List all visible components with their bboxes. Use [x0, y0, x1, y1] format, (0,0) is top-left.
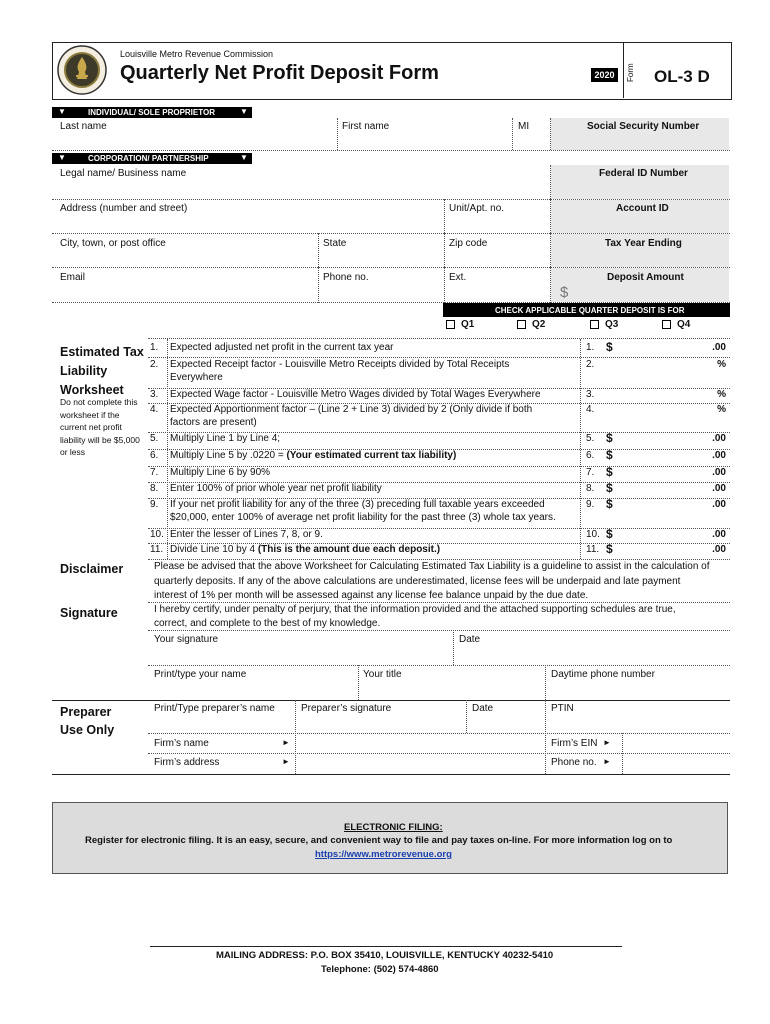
divider [466, 700, 467, 733]
line-ref-number: 11. [586, 544, 600, 555]
preparer-date-label: Date [472, 703, 494, 714]
footer-rule [150, 946, 622, 947]
line-text-cont: Everywhere [170, 372, 223, 383]
preparer-title-1: Preparer [60, 705, 112, 719]
firm-ein-label: Firm’s EIN [551, 738, 598, 749]
line-text [170, 499, 556, 525]
line-text [170, 433, 280, 444]
worksheet-line [148, 543, 728, 559]
corporation-bar-label: CORPORATION/ PARTNERSHIP [88, 154, 209, 163]
divider [550, 233, 551, 267]
divider [545, 700, 546, 774]
worksheet-line [148, 403, 728, 432]
line-text [170, 389, 541, 400]
line-text-main: Enter 100% of prior whole year net profit liability [170, 483, 382, 494]
unit-label: Unit/Apt. no. [449, 203, 505, 214]
line-amount-field[interactable]: .00 [712, 499, 726, 510]
louisville-seal-icon [57, 45, 107, 95]
dollar-sign: $ [606, 465, 613, 479]
line-text [170, 529, 323, 540]
preparer-title-2: Use Only [60, 723, 115, 737]
line-text [170, 359, 509, 385]
worksheet-line [148, 341, 728, 357]
ext-label: Ext. [449, 272, 467, 283]
line-text-bold: (Your estimated current tax liability) [286, 450, 457, 461]
rule [148, 338, 730, 339]
state-label: State [323, 238, 347, 249]
rule [52, 700, 730, 701]
city-label: City, town, or post office [60, 238, 166, 249]
your-title-label: Your title [363, 669, 402, 680]
line-amount-field[interactable]: % [717, 389, 726, 400]
deposit-dollar-sign: $ [560, 284, 569, 301]
q3-checkbox[interactable] [590, 319, 618, 330]
your-signature-label: Your signature [154, 634, 219, 645]
line-text-main: Multiply Line 1 by Line 4; [170, 433, 281, 444]
signature-line-1: I hereby certify, under penalty of perjury, that the information provided and the attached supporting schedules are true, [154, 604, 676, 615]
worksheet-line [148, 449, 728, 466]
divider [295, 700, 296, 774]
line-text-main: Multiply Line 6 by 90% [170, 467, 271, 478]
signature-line-2: correct, and complete to the best of my knowledge. [154, 618, 381, 629]
line-text [170, 544, 440, 555]
arrow-right-icon: ► [282, 738, 290, 747]
signature-date-label: Date [459, 634, 481, 645]
first-name-label: First name [342, 121, 390, 132]
ssn-label: Social Security Number [587, 121, 700, 132]
q1-label: Q1 [461, 319, 475, 330]
checkbox-icon [590, 320, 599, 329]
line-text-cont: $20,000, enter 100% of average net profit liability for the past three (3) whole tax years. [170, 512, 556, 523]
line-amount-field[interactable]: .00 [712, 467, 726, 478]
signature-title: Signature [60, 606, 118, 620]
dollar-sign: $ [606, 481, 613, 495]
fein-label: Federal ID Number [599, 168, 688, 179]
line-ref-number: 10. [586, 529, 600, 540]
line-amount-field[interactable]: .00 [712, 433, 726, 444]
worksheet-line [148, 466, 728, 482]
q2-checkbox[interactable] [517, 319, 545, 330]
disclaimer-line-2: quarterly deposits. If any of the above calculations are underestimated, license fees will be underpaid and late payment [154, 576, 681, 587]
divider [550, 165, 551, 199]
line-amount-field[interactable]: .00 [712, 342, 726, 353]
print-name-label: Print/type your name [154, 669, 247, 680]
tax-year-label: Tax Year Ending [605, 238, 682, 249]
dollar-sign: $ [606, 497, 613, 511]
line-ref-number: 4. [586, 404, 595, 415]
q4-checkbox[interactable] [662, 319, 690, 330]
telephone: Telephone: (502) 574-4860 [321, 964, 439, 975]
worksheet-line [148, 528, 728, 543]
form-code: OL-3 D [654, 67, 710, 86]
divider [358, 665, 359, 700]
worksheet-line [148, 432, 728, 449]
line-text-bold: (This is the amount due each deposit.) [257, 544, 441, 555]
dollar-sign: $ [606, 448, 613, 462]
checkbox-icon [517, 320, 526, 329]
worksheet-line [148, 498, 728, 528]
q1-checkbox[interactable] [446, 319, 474, 330]
line-text-main: If your net profit liability for any of the three (3) preceding full taxable years exceeded [170, 499, 545, 510]
line-text [170, 450, 456, 461]
checkbox-icon [446, 320, 455, 329]
line-text-cont: factors are present) [170, 417, 257, 428]
divider [550, 267, 551, 303]
arrow-right-icon: ► [282, 757, 290, 766]
divider [318, 267, 319, 303]
line-ref-number: 5. [586, 433, 595, 444]
q4-label: Q4 [677, 319, 691, 330]
phone-label: Phone no. [323, 272, 369, 283]
rule [148, 753, 730, 754]
line-text-main: Expected adjusted net profit in the current tax year [170, 342, 394, 353]
line-ref-number: 1. [586, 342, 595, 353]
divider [444, 199, 445, 233]
line-ref-number: 9. [586, 499, 595, 510]
q3-label: Q3 [605, 319, 619, 330]
line-number: 8. [150, 483, 159, 494]
year-badge [591, 68, 618, 82]
triangle-down-icon: ▼ [240, 153, 248, 162]
rule [52, 150, 730, 151]
rule [148, 630, 730, 631]
last-name-label: Last name [60, 121, 107, 132]
daytime-phone-label: Daytime phone number [551, 669, 655, 680]
line-text-main: Multiply Line 5 by .0220 = [170, 450, 287, 461]
divider [318, 233, 319, 267]
line-ref-number: 7. [586, 467, 595, 478]
dollar-sign: $ [606, 542, 613, 556]
divider [545, 665, 546, 700]
line-text-main: Expected Apportionment factor – (Line 2 + Line 3) divided by 2 (Only divide if both [170, 404, 533, 415]
triangle-down-icon: ▼ [240, 107, 248, 116]
divider [550, 199, 551, 233]
form-word: Form [626, 63, 635, 82]
rule [148, 602, 730, 603]
quarter-bar [443, 303, 730, 317]
efiling-heading: ELECTRONIC FILING: [344, 822, 443, 833]
divider [453, 630, 454, 665]
ptin-label: PTIN [551, 703, 574, 714]
agency-name: Louisville Metro Revenue Commission [120, 49, 274, 59]
account-id-label: Account ID [616, 203, 669, 214]
rule [148, 733, 730, 734]
line-number: 3. [150, 389, 159, 400]
worksheet-note: Do not complete this worksheet if the current net profit liability will be $5,000 or less [60, 397, 140, 457]
line-number: 6. [150, 450, 159, 461]
line-text-main: Expected Wage factor - Louisville Metro Wages divided by Total Wages Everywhere [170, 389, 541, 400]
q2-label: Q2 [532, 319, 546, 330]
line-number: 11. [150, 544, 164, 555]
dollar-sign: $ [606, 527, 613, 541]
line-amount-field[interactable]: % [717, 359, 726, 370]
line-text-main: Enter the lesser of Lines 7, 8, or 9. [170, 529, 323, 540]
firm-name-label: Firm’s name [154, 738, 209, 749]
line-amount-field[interactable]: % [717, 404, 726, 415]
line-ref-number: 2. [586, 359, 595, 370]
deposit-amount-label: Deposit Amount [607, 272, 684, 283]
preparer-phone-label: Phone no. [551, 757, 597, 768]
efiling-text: Register for electronic filing. It is an easy, secure, and convenient way to file and pay taxes on-line. For more information log on to [85, 835, 673, 846]
disclaimer-line-1: Please be advised that the above Worksheet for Calculating Estimated Tax Liability is a guideline to assist in the calculation of [154, 561, 710, 572]
triangle-down-icon: ▼ [58, 153, 66, 162]
quarter-bar-label: CHECK APPLICABLE QUARTER DEPOSIT IS FOR [495, 306, 685, 315]
line-amount-field[interactable]: .00 [712, 529, 726, 540]
line-text [170, 404, 532, 430]
preparer-signature-label: Preparer’s signature [301, 703, 392, 714]
efiling-link[interactable]: https://www.metrorevenue.org [315, 849, 452, 860]
zip-label: Zip code [449, 238, 488, 249]
firm-address-label: Firm’s address [154, 757, 220, 768]
worksheet-line [148, 358, 728, 388]
individual-bar-label: INDIVIDUAL/ SOLE PROPRIETOR [88, 108, 215, 117]
line-text-main: Divide Line 10 by 4 [170, 544, 258, 555]
divider [444, 267, 445, 303]
line-ref-number: 8. [586, 483, 595, 494]
dollar-sign: $ [606, 340, 613, 354]
arrow-right-icon: ► [603, 738, 611, 747]
line-amount-field[interactable]: .00 [712, 450, 726, 461]
line-number: 10. [150, 529, 164, 540]
rule [148, 665, 730, 666]
email-label: Email [60, 272, 86, 283]
disclaimer-line-3: interest of 1% per month will be assessed against any license fee balance unpaid by the due date. [154, 590, 589, 601]
line-ref-number: 3. [586, 389, 595, 400]
worksheet-line [148, 482, 728, 498]
worksheet-title: Estimated Tax Liability Worksheet [60, 345, 144, 397]
line-amount-field[interactable]: .00 [712, 544, 726, 555]
individual-bar [52, 107, 252, 118]
line-text [170, 467, 270, 478]
line-number: 2. [150, 359, 159, 370]
header-divider [623, 42, 624, 98]
triangle-down-icon: ▼ [58, 107, 66, 116]
line-text-main: Expected Receipt factor - Louisville Metro Receipts divided by Total Receipts [170, 359, 510, 370]
checkbox-icon [662, 320, 671, 329]
preparer-name-label: Print/Type preparer’s name [154, 703, 275, 714]
line-text [170, 483, 382, 494]
line-number: 5. [150, 433, 159, 444]
line-ref-number: 6. [586, 450, 595, 461]
divider [337, 118, 338, 150]
form-title: Quarterly Net Profit Deposit Form [120, 62, 439, 84]
mi-label: MI [518, 121, 530, 132]
divider [512, 118, 513, 150]
mailing-address: MAILING ADDRESS: P.O. BOX 35410, LOUISVILLE, KENTUCKY 40232-5410 [216, 950, 554, 961]
legal-name-label: Legal name/ Business name [60, 168, 187, 179]
line-text [170, 342, 393, 353]
street-label: Address (number and street) [60, 203, 188, 214]
disclaimer-title: Disclaimer [60, 562, 124, 576]
line-amount-field[interactable]: .00 [712, 483, 726, 494]
dollar-sign: $ [606, 431, 613, 445]
corporation-bar [52, 153, 252, 164]
rule [148, 559, 730, 560]
rule [52, 774, 730, 775]
line-number: 4. [150, 404, 159, 415]
line-number: 1. [150, 342, 159, 353]
year-text: 2020 [594, 70, 615, 80]
divider [444, 233, 445, 267]
line-number: 9. [150, 499, 159, 510]
worksheet-line [148, 388, 728, 403]
line-number: 7. [150, 467, 159, 478]
arrow-right-icon: ► [603, 757, 611, 766]
